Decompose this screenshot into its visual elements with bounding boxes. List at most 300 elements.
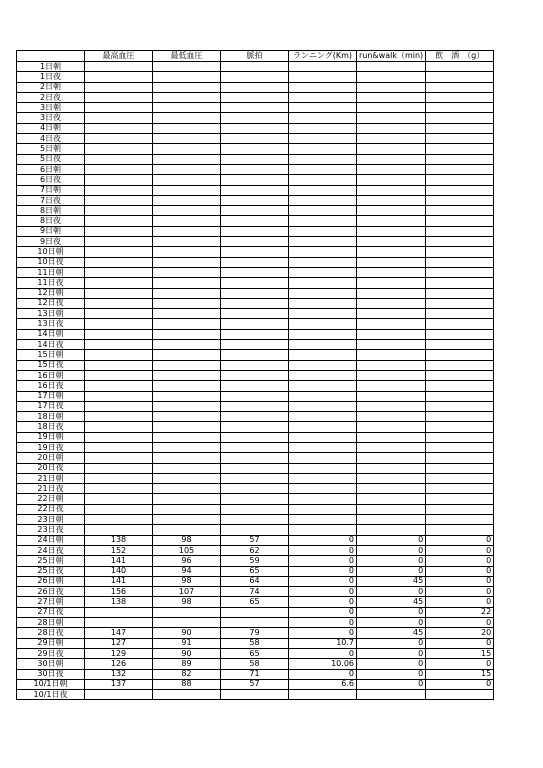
pulse-cell: 58	[221, 659, 289, 669]
alcohol-cell	[426, 154, 494, 164]
pulse-cell: 65	[221, 597, 289, 607]
run-walk-cell	[357, 309, 426, 319]
table-row	[17, 525, 494, 535]
running-cell: 0	[289, 576, 357, 586]
row-label-cell: 18日朝	[17, 412, 85, 422]
running-cell: 0	[289, 628, 357, 638]
row-label-cell: 4日夜	[17, 134, 85, 144]
running-cell	[289, 309, 357, 319]
table-row	[17, 237, 494, 247]
alcohol-cell	[426, 195, 494, 205]
systolic-cell	[85, 247, 153, 257]
table-row	[17, 690, 494, 700]
pulse-cell	[221, 412, 289, 422]
pulse-cell	[221, 515, 289, 525]
systolic-cell	[85, 123, 153, 133]
row-label-cell: 21日夜	[17, 484, 85, 494]
row-label-cell: 30日夜	[17, 669, 85, 679]
table-row	[17, 401, 494, 411]
alcohol-cell	[426, 473, 494, 483]
run-walk-cell	[357, 113, 426, 123]
running-cell	[289, 453, 357, 463]
systolic-cell	[85, 607, 153, 617]
pulse-cell	[221, 216, 289, 226]
run-walk-cell	[357, 370, 426, 380]
run-walk-cell: 0	[357, 618, 426, 628]
run-walk-cell	[357, 144, 426, 154]
alcohol-cell: 0	[426, 566, 494, 576]
pulse-cell	[221, 185, 289, 195]
run-walk-cell: 45	[357, 576, 426, 586]
systolic-cell	[85, 370, 153, 380]
run-walk-cell	[357, 103, 426, 113]
table-row	[17, 123, 494, 133]
systolic-cell	[85, 134, 153, 144]
systolic-cell	[85, 257, 153, 267]
running-cell	[289, 92, 357, 102]
diastolic-cell	[153, 391, 221, 401]
alcohol-cell	[426, 237, 494, 247]
diastolic-cell	[153, 473, 221, 483]
systolic-cell	[85, 473, 153, 483]
systolic-cell	[85, 504, 153, 514]
running-cell: 0	[289, 587, 357, 597]
row-label-cell: 10/1日夜	[17, 690, 85, 700]
table-row	[17, 62, 494, 72]
run-walk-cell	[357, 72, 426, 82]
diastolic-cell: 82	[153, 669, 221, 679]
alcohol-cell: 0	[426, 638, 494, 648]
alcohol-cell: 15	[426, 669, 494, 679]
pulse-cell	[221, 92, 289, 102]
running-cell	[289, 113, 357, 123]
pulse-cell	[221, 319, 289, 329]
pulse-cell	[221, 103, 289, 113]
diastolic-cell: 90	[153, 628, 221, 638]
table-row	[17, 309, 494, 319]
table-row	[17, 134, 494, 144]
run-walk-cell	[357, 391, 426, 401]
table-row	[17, 453, 494, 463]
alcohol-cell	[426, 72, 494, 82]
systolic-cell	[85, 422, 153, 432]
diastolic-cell	[153, 288, 221, 298]
diastolic-cell	[153, 154, 221, 164]
systolic-cell: 132	[85, 669, 153, 679]
table-row	[17, 391, 494, 401]
alcohol-cell	[426, 340, 494, 350]
diastolic-cell	[153, 618, 221, 628]
row-label-cell: 28日朝	[17, 618, 85, 628]
running-cell	[289, 391, 357, 401]
row-label-cell: 20日夜	[17, 463, 85, 473]
diastolic-cell	[153, 484, 221, 494]
run-walk-cell: 0	[357, 648, 426, 658]
run-walk-cell: 0	[357, 535, 426, 545]
alcohol-cell	[426, 442, 494, 452]
table-row	[17, 226, 494, 236]
diastolic-cell: 98	[153, 576, 221, 586]
pulse-cell	[221, 144, 289, 154]
header-diastolic: 最低血圧	[153, 51, 221, 62]
pulse-cell	[221, 442, 289, 452]
systolic-cell: 141	[85, 556, 153, 566]
alcohol-cell: 0	[426, 618, 494, 628]
diastolic-cell	[153, 175, 221, 185]
table-row	[17, 298, 494, 308]
run-walk-cell	[357, 92, 426, 102]
pulse-cell	[221, 329, 289, 339]
pulse-cell	[221, 278, 289, 288]
systolic-cell: 137	[85, 679, 153, 689]
running-cell	[289, 381, 357, 391]
run-walk-cell	[357, 401, 426, 411]
row-label-cell: 7日朝	[17, 185, 85, 195]
systolic-cell	[85, 144, 153, 154]
diastolic-cell: 98	[153, 535, 221, 545]
alcohol-cell: 0	[426, 576, 494, 586]
row-label-cell: 1日夜	[17, 72, 85, 82]
running-cell: 0	[289, 545, 357, 555]
row-label-cell: 24日夜	[17, 545, 85, 555]
run-walk-cell: 0	[357, 587, 426, 597]
alcohol-cell	[426, 381, 494, 391]
run-walk-cell	[357, 453, 426, 463]
alcohol-cell	[426, 62, 494, 72]
systolic-cell	[85, 494, 153, 504]
row-label-cell: 4日朝	[17, 123, 85, 133]
systolic-cell: 140	[85, 566, 153, 576]
row-label-cell: 11日朝	[17, 267, 85, 277]
diastolic-cell	[153, 278, 221, 288]
table-row	[17, 370, 494, 380]
systolic-cell	[85, 92, 153, 102]
systolic-cell	[85, 164, 153, 174]
running-cell: 0	[289, 669, 357, 679]
diastolic-cell	[153, 401, 221, 411]
diastolic-cell	[153, 144, 221, 154]
table-row	[17, 164, 494, 174]
row-label-cell: 18日夜	[17, 422, 85, 432]
row-label-cell: 9日夜	[17, 237, 85, 247]
systolic-cell: 147	[85, 628, 153, 638]
alcohol-cell	[426, 484, 494, 494]
diastolic-cell	[153, 350, 221, 360]
row-label-cell: 19日朝	[17, 432, 85, 442]
systolic-cell	[85, 401, 153, 411]
table-row	[17, 267, 494, 277]
alcohol-cell	[426, 257, 494, 267]
running-cell: 0	[289, 566, 357, 576]
row-label-cell: 6日朝	[17, 164, 85, 174]
table-row	[17, 669, 494, 679]
running-cell	[289, 442, 357, 452]
table-row	[17, 360, 494, 370]
diastolic-cell	[153, 103, 221, 113]
run-walk-cell: 0	[357, 659, 426, 669]
row-label-cell: 2日夜	[17, 92, 85, 102]
running-cell	[289, 72, 357, 82]
systolic-cell: 127	[85, 638, 153, 648]
systolic-cell	[85, 412, 153, 422]
running-cell	[289, 164, 357, 174]
running-cell	[289, 216, 357, 226]
header-run-walk: run&walk（min)	[357, 51, 426, 62]
row-label-cell: 7日夜	[17, 195, 85, 205]
run-walk-cell: 0	[357, 566, 426, 576]
run-walk-cell	[357, 288, 426, 298]
run-walk-cell	[357, 381, 426, 391]
running-cell	[289, 463, 357, 473]
table-row	[17, 607, 494, 617]
run-walk-cell	[357, 442, 426, 452]
run-walk-cell	[357, 206, 426, 216]
running-cell	[289, 422, 357, 432]
systolic-cell	[85, 267, 153, 277]
systolic-cell: 126	[85, 659, 153, 669]
row-label-cell: 22日夜	[17, 504, 85, 514]
pulse-cell	[221, 463, 289, 473]
diastolic-cell	[153, 340, 221, 350]
diastolic-cell	[153, 185, 221, 195]
systolic-cell	[85, 72, 153, 82]
pulse-cell	[221, 154, 289, 164]
alcohol-cell	[426, 185, 494, 195]
running-cell: 0	[289, 597, 357, 607]
running-cell	[289, 525, 357, 535]
row-label-cell: 19日夜	[17, 442, 85, 452]
systolic-cell	[85, 103, 153, 113]
table-row	[17, 628, 494, 638]
run-walk-cell	[357, 195, 426, 205]
table-row	[17, 535, 494, 545]
run-walk-cell	[357, 432, 426, 442]
alcohol-cell	[426, 453, 494, 463]
systolic-cell	[85, 463, 153, 473]
header-cell-blank	[17, 51, 85, 62]
systolic-cell	[85, 154, 153, 164]
row-label-cell: 2日朝	[17, 82, 85, 92]
diastolic-cell	[153, 237, 221, 247]
running-cell	[289, 401, 357, 411]
pulse-cell	[221, 257, 289, 267]
alcohol-cell: 0	[426, 679, 494, 689]
diastolic-cell	[153, 422, 221, 432]
pulse-cell	[221, 82, 289, 92]
run-walk-cell	[357, 175, 426, 185]
diastolic-cell	[153, 442, 221, 452]
pulse-cell	[221, 381, 289, 391]
table-row	[17, 556, 494, 566]
table-row	[17, 638, 494, 648]
table-row	[17, 587, 494, 597]
diastolic-cell: 107	[153, 587, 221, 597]
pulse-cell: 62	[221, 545, 289, 555]
diastolic-cell	[153, 82, 221, 92]
alcohol-cell	[426, 206, 494, 216]
pulse-cell	[221, 401, 289, 411]
run-walk-cell: 45	[357, 628, 426, 638]
run-walk-cell	[357, 484, 426, 494]
systolic-cell	[85, 618, 153, 628]
row-label-cell: 24日朝	[17, 535, 85, 545]
running-cell	[289, 247, 357, 257]
diastolic-cell: 90	[153, 648, 221, 658]
row-label-cell: 15日朝	[17, 350, 85, 360]
systolic-cell	[85, 309, 153, 319]
alcohol-cell: 0	[426, 545, 494, 555]
systolic-cell	[85, 391, 153, 401]
systolic-cell	[85, 237, 153, 247]
run-walk-cell	[357, 123, 426, 133]
systolic-cell: 138	[85, 535, 153, 545]
run-walk-cell: 0	[357, 556, 426, 566]
systolic-cell: 156	[85, 587, 153, 597]
table-row	[17, 659, 494, 669]
table-row	[17, 144, 494, 154]
diastolic-cell	[153, 370, 221, 380]
run-walk-cell	[357, 226, 426, 236]
table-row	[17, 278, 494, 288]
alcohol-cell	[426, 463, 494, 473]
pulse-cell	[221, 309, 289, 319]
pulse-cell: 58	[221, 638, 289, 648]
run-walk-cell	[357, 340, 426, 350]
running-cell	[289, 195, 357, 205]
run-walk-cell	[357, 329, 426, 339]
row-label-cell: 20日朝	[17, 453, 85, 463]
running-cell	[289, 288, 357, 298]
diastolic-cell: 94	[153, 566, 221, 576]
running-cell	[289, 504, 357, 514]
table-row	[17, 679, 494, 689]
systolic-cell	[85, 216, 153, 226]
diastolic-cell: 88	[153, 679, 221, 689]
running-cell	[289, 298, 357, 308]
alcohol-cell	[426, 319, 494, 329]
systolic-cell	[85, 515, 153, 525]
diastolic-cell	[153, 123, 221, 133]
diastolic-cell: 91	[153, 638, 221, 648]
diastolic-cell: 105	[153, 545, 221, 555]
table-row	[17, 442, 494, 452]
alcohol-cell	[426, 690, 494, 700]
alcohol-cell	[426, 216, 494, 226]
alcohol-cell	[426, 525, 494, 535]
running-cell	[289, 185, 357, 195]
alcohol-cell	[426, 504, 494, 514]
pulse-cell	[221, 391, 289, 401]
diastolic-cell: 96	[153, 556, 221, 566]
alcohol-cell	[426, 360, 494, 370]
pulse-cell	[221, 62, 289, 72]
table-row	[17, 257, 494, 267]
systolic-cell	[85, 442, 153, 452]
running-cell	[289, 690, 357, 700]
running-cell	[289, 226, 357, 236]
pulse-cell	[221, 164, 289, 174]
running-cell: 0	[289, 556, 357, 566]
systolic-cell	[85, 340, 153, 350]
alcohol-cell: 0	[426, 587, 494, 597]
row-label-cell: 14日夜	[17, 340, 85, 350]
systolic-cell	[85, 298, 153, 308]
diastolic-cell	[153, 113, 221, 123]
pulse-cell	[221, 226, 289, 236]
row-label-cell: 13日夜	[17, 319, 85, 329]
run-walk-cell	[357, 525, 426, 535]
table-row	[17, 504, 494, 514]
run-walk-cell: 45	[357, 597, 426, 607]
table-row	[17, 576, 494, 586]
running-cell: 0	[289, 618, 357, 628]
header-running: ランニング(Km)	[289, 51, 357, 62]
pulse-cell: 57	[221, 679, 289, 689]
row-label-cell: 8日夜	[17, 216, 85, 226]
table-row	[17, 618, 494, 628]
pulse-cell	[221, 607, 289, 617]
run-walk-cell	[357, 515, 426, 525]
run-walk-cell	[357, 422, 426, 432]
row-label-cell: 6日夜	[17, 175, 85, 185]
alcohol-cell	[426, 82, 494, 92]
table-row	[17, 566, 494, 576]
systolic-cell	[85, 185, 153, 195]
systolic-cell	[85, 453, 153, 463]
pulse-cell	[221, 525, 289, 535]
row-label-cell: 12日夜	[17, 298, 85, 308]
health-log-table	[16, 50, 494, 700]
systolic-cell	[85, 206, 153, 216]
running-cell: 0	[289, 648, 357, 658]
pulse-cell	[221, 237, 289, 247]
pulse-cell	[221, 494, 289, 504]
table-row	[17, 72, 494, 82]
run-walk-cell	[357, 257, 426, 267]
diastolic-cell	[153, 92, 221, 102]
pulse-cell	[221, 484, 289, 494]
run-walk-cell	[357, 360, 426, 370]
diastolic-cell	[153, 195, 221, 205]
row-label-cell: 16日夜	[17, 381, 85, 391]
table-row	[17, 494, 494, 504]
header-row	[17, 51, 494, 62]
running-cell	[289, 350, 357, 360]
row-label-cell: 17日朝	[17, 391, 85, 401]
alcohol-cell	[426, 401, 494, 411]
diastolic-cell	[153, 164, 221, 174]
alcohol-cell	[426, 412, 494, 422]
row-label-cell: 5日夜	[17, 154, 85, 164]
diastolic-cell	[153, 494, 221, 504]
table-row	[17, 484, 494, 494]
systolic-cell	[85, 113, 153, 123]
pulse-cell	[221, 175, 289, 185]
run-walk-cell	[357, 185, 426, 195]
diastolic-cell	[153, 309, 221, 319]
running-cell: 10.7	[289, 638, 357, 648]
row-label-cell: 22日朝	[17, 494, 85, 504]
running-cell	[289, 515, 357, 525]
diastolic-cell	[153, 226, 221, 236]
table-row	[17, 216, 494, 226]
running-cell	[289, 257, 357, 267]
table-row	[17, 432, 494, 442]
diastolic-cell	[153, 62, 221, 72]
running-cell	[289, 267, 357, 277]
running-cell	[289, 412, 357, 422]
alcohol-cell	[426, 226, 494, 236]
